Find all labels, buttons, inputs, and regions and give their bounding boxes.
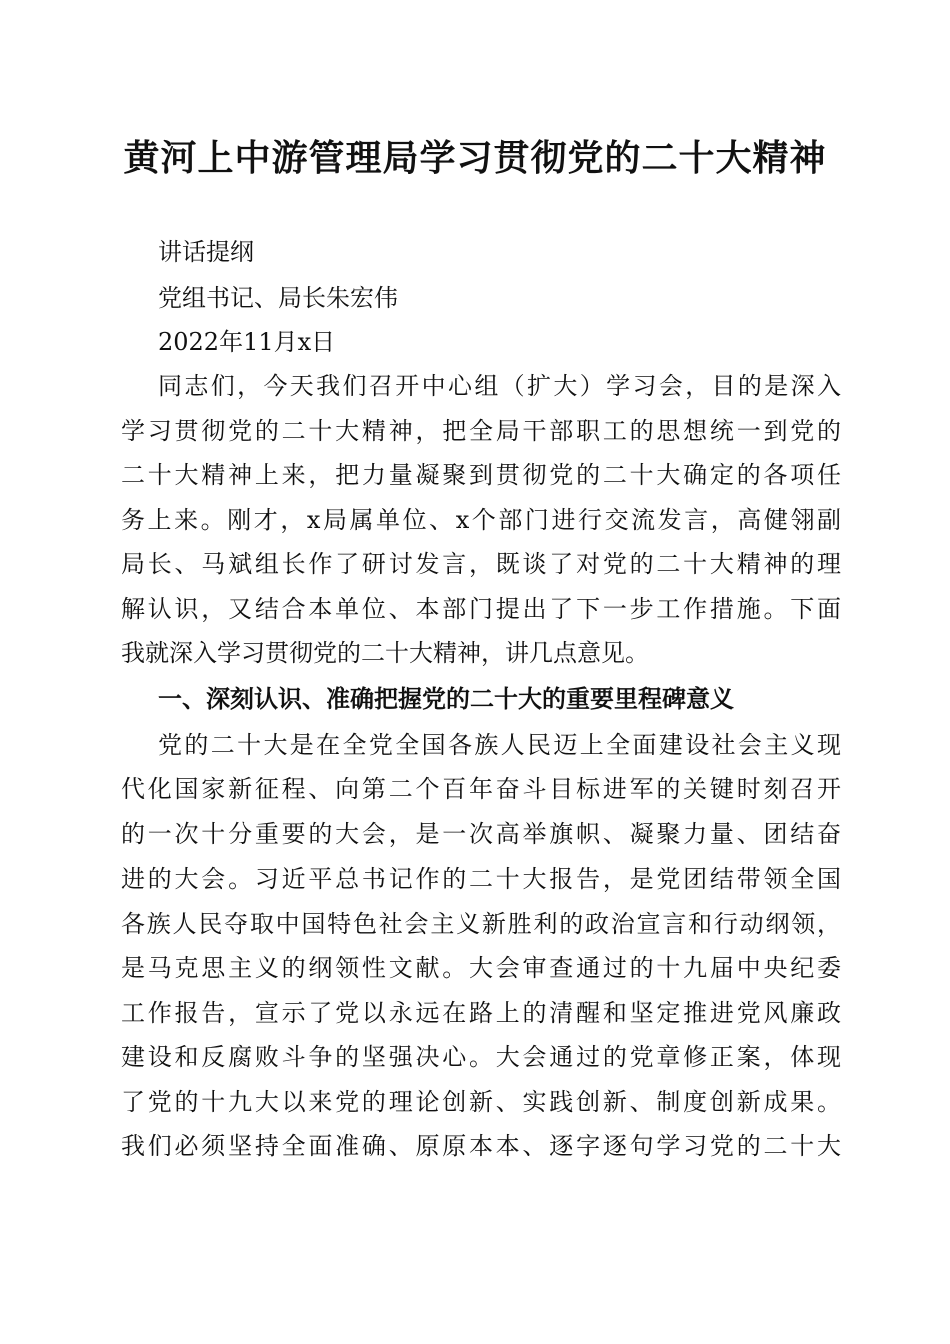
paragraph-line: 二十大精神上来，把力量凝聚到贯彻党的二十大确定的各项任: [121, 461, 841, 489]
paragraph-line: 同志们，今天我们召开中心组（扩大）学习会，目的是深入: [158, 372, 841, 400]
paragraph-line: 建设和反腐败斗争的坚强决心。大会通过的党章修正案，体现: [121, 1043, 841, 1071]
date-line: 2022年11月x日: [158, 328, 336, 356]
section-heading: 一、深刻认识、准确把握党的二十大的重要里程碑意义: [158, 684, 734, 713]
speaker-line: 党组书记、局长朱宏伟: [158, 284, 398, 312]
paragraph-line: 了党的十九大以来党的理论创新、实践创新、制度创新成果。: [121, 1088, 841, 1116]
paragraph-line: 我们必须坚持全面准确、原原本本、逐字逐句学习党的二十大: [121, 1132, 841, 1160]
paragraph-line: 我就深入学习贯彻党的二十大精神，讲几点意见。: [121, 639, 649, 667]
paragraph-line: 是马克思主义的纲领性文献。大会审查通过的十九届中央纪委: [121, 954, 841, 982]
speech-outline-label: 讲话提纲: [158, 238, 254, 266]
paragraph-line: 各族人民夺取中国特色社会主义新胜利的政治宣言和行动纲领，: [121, 910, 841, 938]
paragraph-line: 解认识，又结合本单位、本部门提出了下一步工作措施。下面: [121, 595, 841, 623]
paragraph-line: 务上来。刚才，x局属单位、x个部门进行交流发言，高健翎副: [121, 506, 841, 534]
paragraph-line: 学习贯彻党的二十大精神，把全局干部职工的思想统一到党的: [121, 417, 841, 445]
paragraph-line: 的一次十分重要的大会，是一次高举旗帜、凝聚力量、团结奋: [121, 820, 841, 848]
paragraph-line: 党的二十大是在全党全国各族人民迈上全面建设社会主义现: [158, 731, 841, 759]
paragraph-line: 工作报告，宣示了党以永远在路上的清醒和坚定推进党风廉政: [121, 999, 841, 1027]
paragraph-line: 局长、马斌组长作了研讨发言，既谈了对党的二十大精神的理: [121, 550, 841, 578]
document-title: 黄河上中游管理局学习贯彻党的二十大精神: [123, 137, 827, 179]
paragraph-line: 代化国家新征程、向第二个百年奋斗目标进军的关键时刻召开: [121, 775, 841, 803]
paragraph-line: 进的大会。习近平总书记作的二十大报告，是党团结带领全国: [121, 865, 841, 893]
